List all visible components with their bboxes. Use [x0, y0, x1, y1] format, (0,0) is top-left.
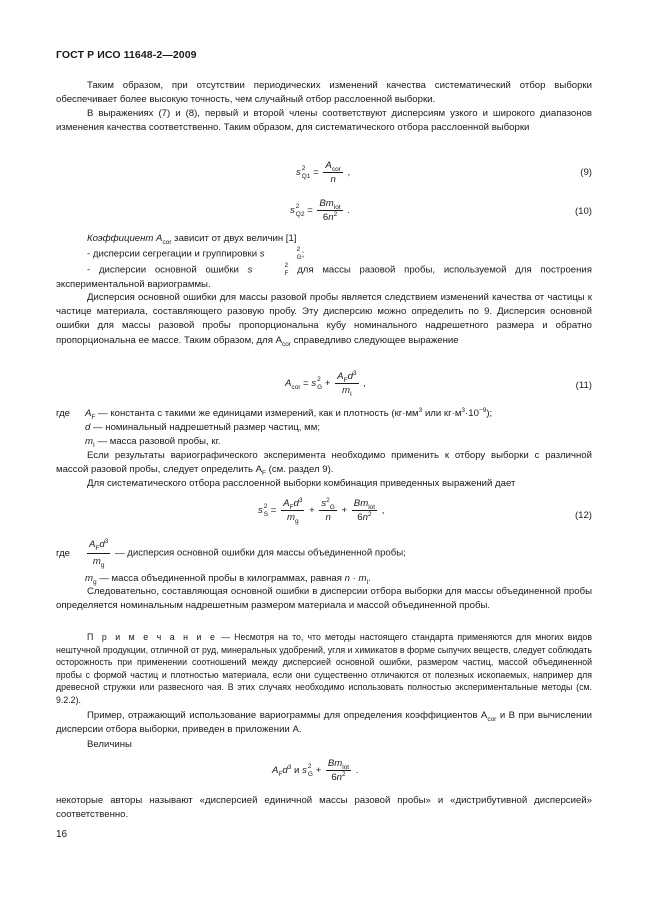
paragraph-5: - дисперсии основной ошибки s 2 F для массы разовой пробы, используемой для построения экспериментальной вариограммы. — [56, 262, 592, 290]
paragraph-6: Дисперсия основной ошибки для массы разовой пробы является следствием изменений качества от частицы к частице материала, составляющего разовую пробу. Эту дисперсию можно определить по 9. Дисперсия основной ошибки для массы разовой пробы пропорциональна кубу номинального надрешетного размера и обратно пропорциональна ее массе. Таким образом, для $A_{cor}$ справедливо следующее выражение — [56, 292, 592, 348]
where-af: где $A_F$ — константа с такими же единицами измерений, как и плотность ($кг\cdot мм^3$ или $кг\cdot м^3\cdot 10^{-9}$); — [56, 406, 493, 421]
paragraph-2: В выражениях (7) и (8), первый и второй члены соответствуют дисперсиям узкого и широкого диапазонов изменения качества соответственно. Таким образом, для систематического отбора расслоенной выборки — [56, 108, 592, 134]
paragraph-4: - дисперсии сегрегации и группировки s 2 G ; — [87, 246, 305, 261]
paragraph-3: Коэффициент $A_{cor}$ зависит от двух величин [1] — [87, 233, 297, 246]
equation-quantities: $A_Fd^3$ и s 2 G + $\frac{Bm_{lot}}{6n^2}$ . — [272, 758, 359, 783]
equation-number-11: (11) — [575, 380, 592, 391]
equation-number-10: (10) — [574, 206, 592, 217]
document-header: ГОСТ Р ИСО 11648-2—2009 — [56, 49, 197, 61]
paragraph-12: Величины — [87, 739, 132, 750]
paragraph-9: $m_g$ — масса объединенной пробы в килограммах, равная $n \cdot m_I$. — [85, 573, 371, 586]
paragraph-8: Для систематического отбора расслоенной выборки комбинация приведенных выражений дает — [87, 478, 516, 489]
equation-number-9: (9) — [580, 167, 592, 178]
equation-12: s 2 S = $\frac{A_Fd^3}{m_g}$ + $\frac{s^2_G}{n}$ + $\frac{Bm_{lot}}{6n^2}$ , — [258, 496, 385, 525]
where-m: $m_I$ — масса разовой пробы, кг. — [85, 436, 221, 449]
where-frac: где $\frac{A_Fd^3}{m_g}$ — дисперсия основной ошибки для массы объединенной пробы; — [56, 537, 406, 570]
equation-11: $A_{cor} = s$ 2 G + $\frac{A_Fd^3}{m_I}$ , — [285, 369, 366, 398]
paragraph-11: Пример, отражающий использование вариограммы для определения коэффициентов $A_{cor}$ и B при вычислении дисперсии отбора выборки, приведен в приложении А. — [56, 710, 592, 736]
paragraph-1: Таким образом, при отсутствии периодических изменений качества систематический отбор выборки обеспечивает более высокую точность, чем случайный отбор расслоенной выборки. — [56, 80, 592, 106]
paragraph-7: Если результаты вариографического эксперимента необходимо применить к отбору выборки с различной массой разовой пробы, следует определить $A_F$ (см. раздел 9). — [56, 450, 592, 478]
equation-number-12: (12) — [574, 510, 592, 521]
note: П р и м е ч а н и е — Несмотря на то, что методы настоящего стандарта применяются для многих видов нештучной продукции, отличной от руд, минеральных удобрений, угля и химикатов в форме сыпучих веществ, следует соблюдать осторожность при применении соотношений между дисперсией основной ошибки, размером частиц, массой объединенной пробы с формой частиц и плотностью материала, если они существенно отличаются от полезных ископаемых, например для древесной стружки или развесного чая. В этих случаях необходимо использовать полностью экспериментальные методы (см. 9.2.2). — [56, 632, 592, 705]
paragraph-13: некоторые авторы называют «дисперсией единичной массы разовой пробы» и «дистрибутивной дисперсией» соответственно. — [56, 795, 592, 821]
where-d: d — номинальный надрешетный размер частиц, мм; — [85, 422, 320, 433]
equation-9: s 2 Q1 = $\frac{A_{cor}}{n}$ , — [296, 160, 351, 185]
equation-10: s 2 Q2 = $\frac{Bm_{lot}}{6n^2}$ . — [290, 198, 351, 223]
page-number: 16 — [56, 829, 68, 840]
paragraph-10: Следовательно, составляющая основной ошибки в дисперсии отбора выборки для массы объединенной пробы определяется номинальным надрешетным размером материала и массой объединенной пробы. — [56, 586, 592, 612]
